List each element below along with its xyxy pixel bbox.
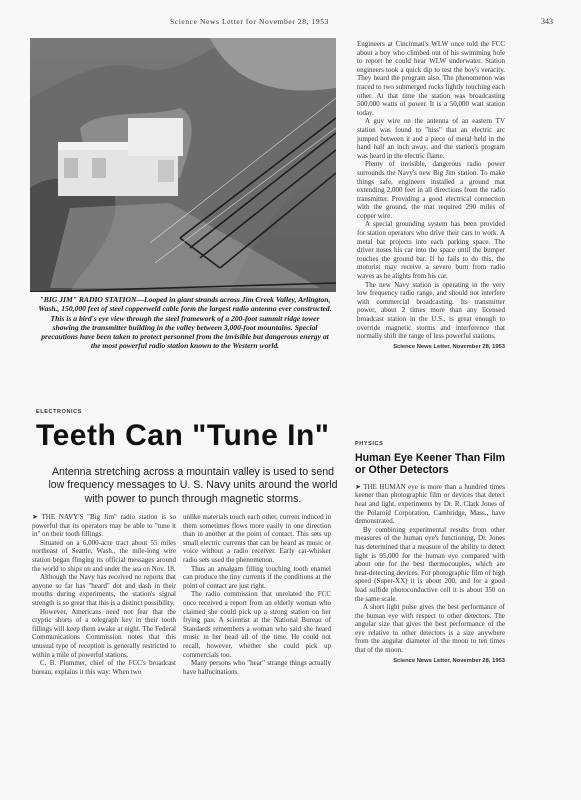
paragraph: The radio commission that unrelated the FCC once received a report from an elderly woman who claimed she could pick up a strong station on her frying pan. A scientist at the National Bureau of Standards remembers a woman who said she heard music in her head all of the time. He could not recall, however, whether she could pick up commercials too. [183, 590, 331, 659]
paragraph: However, Americans need not fear that the cryptic shorts of a telegraph key in their tooth fillings will keep them awake at night. The Federal Communications Commission notes that this unusual type of reception is generally restricted to within a mile of powerful stations. [32, 607, 176, 659]
paragraph: Situated on a 6,000-acre tract about 55 miles northeast of Seattle, Wash., the mile-long wire station began flinging its official messages around the world to ships on and under the sea on Nov. 18. [32, 538, 176, 573]
paragraph: unlike materials touch each other, current induced in them sometimes flows more easily in one direction than in another at the point of contact. This sets up small electric currents that can be heard as music or voice without a radio receiver. Early cat-whisker radio sets used the phenomenon. [183, 513, 331, 564]
physics-article [355, 438, 505, 665]
paragraph: Engineers at Cincinnati's WLW once told the FCC about a boy who climbed out of his swimming hole to report he could hear WLW underwater. Station engineers took a quick dip to test the boy's veracity. They heard the program also. The phenomenon was traced to two submerged rocks lightly touching each other. At that time the station was broadcasting 500,000 watts of power. It is a 50,000 watt station today. [357, 40, 505, 117]
paragraph: ➤ THE NAVY'S "Big Jim" radio station is so powerful that its operators may be able to "tune it in" on their tooth fillings. [32, 513, 176, 539]
paragraph: Thus an amalgam filling touching tooth enamel can produce the tiny currents if the conditions at the point of contact are just right. [183, 564, 331, 590]
paragraph: By combining experimental results from other measures of the human eye's functioning, Dr. Jones has determined that a measure of the ability to detect light is 95,000 for the human eye compared with about one for the best thermocouples, which are heat-detecting devices. For photographic film of high speed (Super-XX) it is about 200, and for a good lead sulfide photoconductive cell it is about 350 on the same scale. [355, 525, 505, 603]
article-headline: Teeth Can "Tune In" [36, 419, 330, 452]
paragraph: ➤ THE HUMAN eye is more than a hundred times keener than photographic film or devices that detect heat and light, experiments by Dr. R. Clark Jones of the Polaroid Corporation, Cambridge, Mass., have demonstrated. [355, 482, 505, 526]
paragraph: The new Navy station is operating in the very low frequency radio range, and should not interfere with commercial broadcasting. Its transmitter power, about 2 times more than any licensed broadcast station in the U.S., is great enough to override magnetic storms and interference that normally shift the range of less powerful stations. [357, 280, 505, 341]
paragraph: A guy wire on the antenna of an eastern TV station was found to "hiss" that an electric arc jumped between it and a piece of metal held in the hand half an inch away, and the station's program was heard in the electric flame. [357, 117, 505, 160]
article-deck: Antenna stretching across a mountain valley is used to send low frequency messages to U. S. Navy units around the world with power to punch through magnetic storms. [48, 466, 338, 505]
article-headline: Human Eye Keener Than Film or Other Detectors [355, 451, 505, 477]
article-column-3 [357, 40, 505, 351]
paragraph: C. B. Plummer, chief of the FCC's broadcast bureau, explains it this way: When two [32, 659, 176, 676]
article-column-2 [183, 513, 331, 676]
paragraph: A short light pulse gives the best performance of the human eye with respect to other detectors. The angular size that gives the best performance of the eye relative to other detectors is a size anywhere from the angular diameter of the moon to ten times that of the moon. [355, 603, 505, 655]
photo-caption: "BIG JIM" RADIO STATION—Looped in giant strands across Jim Creek Valley, Arlington, Wash., 150,000 feet of steel copperweld cable form the largest radio antenna ever constructed. This is a bird's eye view through the steel framework of a 200-foot summit ridge tower showing the transmitter building in the valley between 3,000-foot mountains. Special precautions have been taken to protect personnel from the invisible but dangerous energy at the most powerful radio station known to the Western world. [38, 295, 332, 351]
paragraph: Plenty of invisible, dangerous radio power surrounds the Navy's new Big Jim station. To make things safe, engineers installed a ground mat extending 2,000 feet in all directions from the radio transmitter. Providing a good electrical connection with the ground, the mat required 290 miles of copper wire. [357, 160, 505, 220]
paragraph: A special grounding system has been provided for station operators who drive their cars to work. A metal bar projects into each parking space. The driver noses his car into the space until the bumper touches the ground bar. If he fails to do this, the motorist may receive a severe burn from radio waves as he alights from his car. [357, 220, 505, 281]
page-number: 343 [541, 17, 553, 26]
article-column-1 [32, 513, 176, 676]
paragraph: Many persons who "hear" strange things actually have hallucinations. [183, 659, 331, 676]
running-header: Science News Letter for November 28, 1953 [170, 17, 329, 26]
article-kicker: ELECTRONICS [36, 409, 83, 415]
paragraph: Although the Navy has received no reports that anyone so far has "heard" dot and dash in their mouths during experiments, the station's signal strength is so great that this is a distinct possibility. [32, 573, 176, 607]
article-signature: Science News Letter, November 28, 1953 [393, 657, 505, 664]
article-kicker: PHYSICS [355, 441, 384, 447]
article-signature: Science News Letter, November 28, 1953 [393, 343, 505, 350]
radio-station-photo [30, 38, 336, 292]
